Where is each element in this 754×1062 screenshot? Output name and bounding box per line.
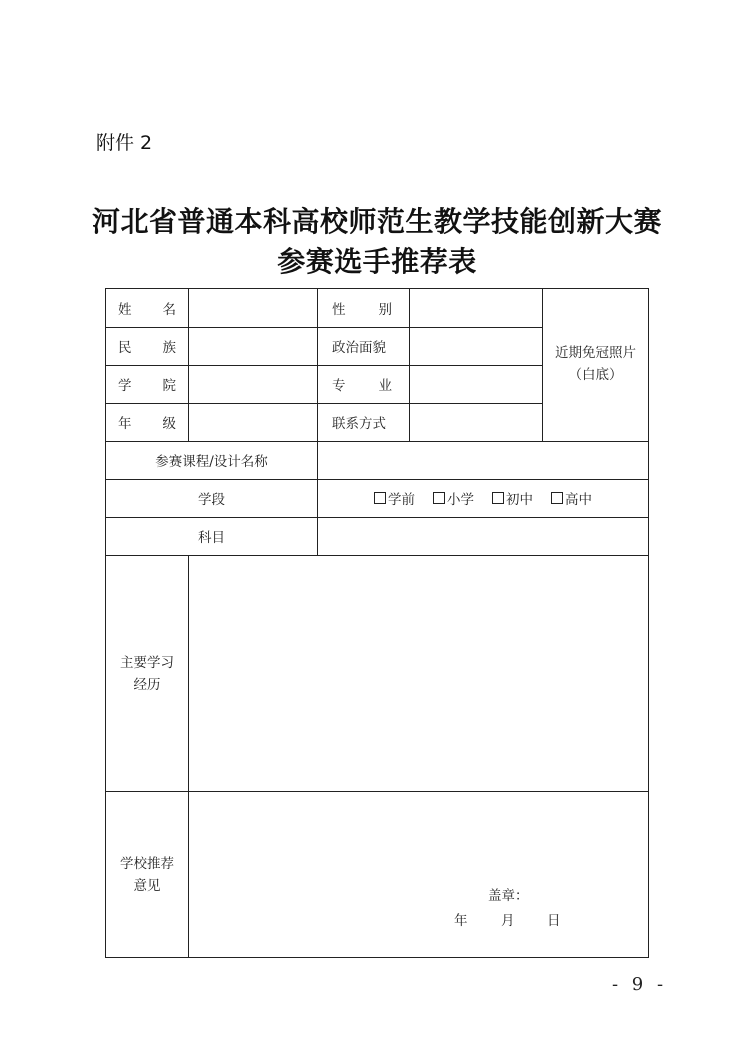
gender-label: 性 别 bbox=[332, 302, 392, 318]
photo-label: 近期免冠照片 bbox=[555, 345, 636, 361]
study-experience-label: 主要学习 经历 bbox=[120, 654, 174, 693]
recommendation-field[interactable] bbox=[189, 792, 648, 957]
name-field[interactable] bbox=[189, 289, 316, 327]
date-day: 日 bbox=[547, 913, 561, 929]
major-field[interactable] bbox=[410, 365, 541, 403]
recommendation-label: 学校推荐 意见 bbox=[120, 855, 174, 894]
course-field[interactable] bbox=[318, 441, 648, 479]
checkbox-icon[interactable] bbox=[551, 492, 563, 504]
study-experience-field[interactable] bbox=[189, 556, 648, 791]
grade-field[interactable] bbox=[189, 403, 316, 441]
contact-label: 联系方式 bbox=[332, 416, 386, 432]
stage-option-junior[interactable]: 初中 bbox=[492, 488, 533, 508]
form-title-line2: 参赛选手推荐表 bbox=[277, 245, 477, 278]
ethnicity-label: 民 族 bbox=[118, 340, 176, 356]
recommendation-form bbox=[105, 288, 649, 958]
stage-option-primary[interactable]: 小学 bbox=[433, 488, 474, 508]
contact-field[interactable] bbox=[410, 403, 541, 441]
date-year: 年 bbox=[454, 913, 468, 929]
photo-note: （白底） bbox=[568, 367, 623, 383]
seal-label: 盖章： bbox=[488, 888, 529, 904]
attachment-label: 附件 2 bbox=[96, 132, 153, 154]
ethnicity-field[interactable] bbox=[189, 327, 316, 365]
college-field[interactable] bbox=[189, 365, 316, 403]
political-label: 政治面貌 bbox=[332, 340, 386, 356]
stage-options bbox=[318, 479, 648, 517]
photo-box[interactable] bbox=[543, 329, 648, 399]
page-number: - 9 - bbox=[612, 974, 668, 995]
checkbox-icon[interactable] bbox=[492, 492, 504, 504]
grade-label: 年 级 bbox=[118, 416, 176, 432]
political-field[interactable] bbox=[410, 327, 541, 365]
form-title-line1: 河北省普通本科高校师范生教学技能创新大赛 bbox=[91, 205, 662, 238]
checkbox-icon[interactable] bbox=[433, 492, 445, 504]
date-month: 月 bbox=[501, 913, 515, 929]
gender-field[interactable] bbox=[410, 289, 541, 327]
stage-option-preschool[interactable]: 学前 bbox=[374, 488, 415, 508]
course-label: 参赛课程/设计名称 bbox=[155, 454, 268, 470]
stage-label: 学段 bbox=[198, 492, 225, 508]
name-label: 姓 名 bbox=[118, 302, 176, 318]
college-label: 学 院 bbox=[118, 378, 176, 394]
major-label: 专 业 bbox=[332, 378, 392, 394]
subject-label: 科目 bbox=[198, 530, 225, 546]
stage-option-senior[interactable]: 高中 bbox=[551, 488, 592, 508]
checkbox-icon[interactable] bbox=[374, 492, 386, 504]
subject-field[interactable] bbox=[318, 517, 648, 555]
